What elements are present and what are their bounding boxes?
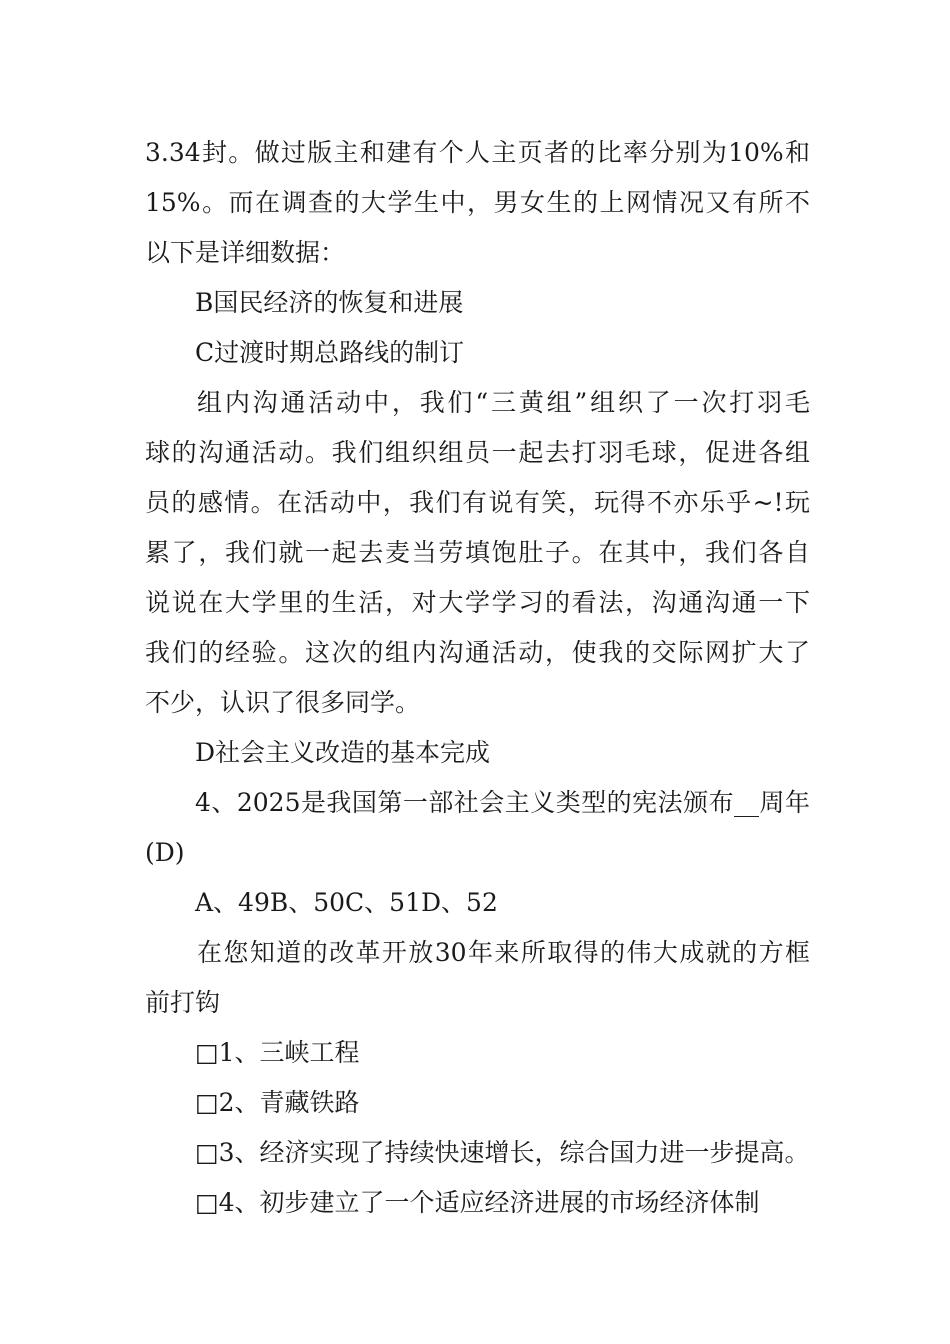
document-body: [145, 128, 810, 1228]
checklist: [145, 1028, 810, 1228]
text-line: 以下是详细数据：: [145, 238, 346, 267]
text-line: 不少，认识了很多同学。: [145, 688, 421, 717]
text-line: 球的沟通活动。我们组织组员一起去打羽毛球，促进各组: [145, 438, 810, 467]
paragraph-survey-stats: [145, 128, 810, 278]
text-line: 3.34封。做过版主和建有个人主页者的比率分别为10%和: [145, 138, 810, 167]
checklist-item[interactable]: □4、初步建立了一个适应经济进展的市场经济体制: [195, 1188, 760, 1217]
text-line: 前打钩: [145, 988, 221, 1017]
text-line: 在您知道的改革开放30年来所取得的伟大成就的方框: [197, 938, 810, 967]
paragraph-group-activity: [145, 378, 810, 728]
text-line: 我们的经验。这次的组内沟通活动，使我的交际网扩大了: [145, 638, 810, 667]
text-line: 15%。而在调查的大学生中，男女生的上网情况又有所不: [145, 188, 810, 217]
item-d: D社会主义改造的基本完成: [195, 738, 491, 767]
checklist-item[interactable]: □2、青藏铁路: [195, 1088, 360, 1117]
text-line: 累了，我们就一起去麦当劳填饱肚子。在其中，我们各自: [145, 538, 810, 567]
item-b: B国民经济的恢复和进展: [195, 288, 464, 317]
question-4-options: A、49B、50C、51D、52: [195, 888, 498, 917]
text-line: 员的感情。在活动中，我们有说有笑，玩得不亦乐乎~!玩: [145, 488, 810, 517]
checklist-item[interactable]: □1、三峡工程: [195, 1038, 360, 1067]
text-line: 4、2025是我国第一部社会主义类型的宪法颁布__周年: [195, 788, 810, 817]
text-line: 说说在大学里的生活，对大学学习的看法，沟通沟通一下: [145, 588, 810, 617]
text-line: 组内沟通活动中，我们“三黄组”组织了一次打羽毛: [197, 388, 810, 417]
text-line: (D): [145, 838, 185, 867]
item-c: C过渡时期总路线的制订: [195, 338, 465, 367]
question-4: [145, 778, 810, 878]
paragraph-reform: [145, 928, 810, 1028]
checklist-item[interactable]: □3、经济实现了持续快速增长，综合国力进一步提高。: [195, 1138, 810, 1167]
